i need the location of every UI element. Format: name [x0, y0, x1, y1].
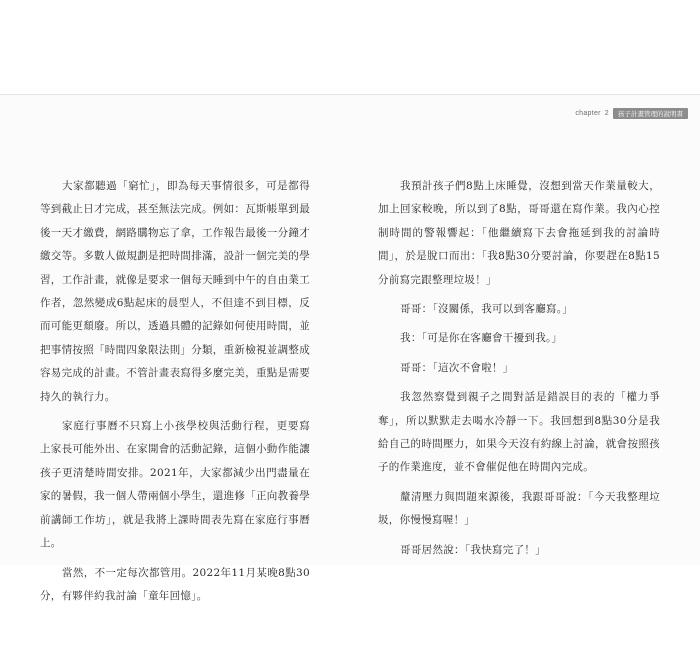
chapter-number: 2: [604, 110, 609, 117]
paragraph: 我忽然察覺到親子之間對話是錯誤目的表的「權力爭奪」，所以默默走去喝水冷靜一下。我回想到8點30分是我給自己的時間壓力，如果今天沒有約線上討論，就會按照孩子的作業進度，並不會催促他在時間內完成。: [378, 391, 660, 474]
paragraph: 釐清壓力與問題來源後，我跟哥哥說：「今天我整理垃圾，你慢慢寫喔！」: [378, 490, 660, 527]
paragraph: 當然，不一定每次都管用。2022年11月某晚8點30分，有夥伴約我討論「童年回憶」。: [40, 566, 310, 602]
dialogue-line: 哥哥：「沒關係，我可以到客廳寫。」: [400, 303, 574, 316]
dialogue-line: 哥哥居然說：「我快寫完了！」: [400, 543, 546, 556]
running-head: [575, 108, 688, 119]
chapter-label: chapter: [575, 110, 601, 117]
paragraph: 家庭行事曆不只寫上小孩學校與活動行程，更要寫上家長可能外出、在家開會的活動記錄，這個小動作能讓孩子更清楚時間安排。2021年，大家都減少出門盡量在家的暑假，我一個人帶兩個小學生，還進修「正向教養學前講師工作坊」，就是我將上課時間表先寫在家庭行事曆上。: [40, 420, 310, 550]
dialogue-line: 哥哥：「這次不會啦！」: [400, 361, 514, 374]
right-page-text: [378, 175, 660, 568]
chapter-title-tag: 孩子計畫管理的說明書: [613, 108, 688, 119]
paragraph: 我預計孩子們8點上床睡覺，沒想到當天作業量較大，加上回家較晚，所以到了8點，哥哥還在寫作業。我內心控制時間的警報響起：「他繼續寫下去會拖延到我的討論時間」，於是脫口而出：「我8點30分要討論，你要趕在8點15分前寫完跟整理垃圾！」: [378, 180, 660, 286]
left-page-text: [40, 175, 310, 614]
book-spread: [0, 94, 700, 602]
dialogue-line: 我：「可是你在客廳會干擾到我。」: [400, 332, 563, 345]
paragraph: 大家都聽過「窮忙」，即為每天事情很多，可是都得等到截止日才完成，甚至無法完成。例如：瓦斯帳單到最後一天才繳費，網路購物忘了拿，工作報告最後一分鐘才繳交等。多數人做規劃是把時間排滿，設計一個完美的學習，工作計畫，就像是要求一個每天睡到中午的自由業工作者，忽然變成6點起床的晨型人，不但達不到目標，反而可能更頹廢。所以，透過具體的記錄如何使用時間，並把事情按照「時間四象限法則」分類，重新檢視並調整成容易完成的計畫。不管計畫表寫得多麼完美，重點是需要持久的執行力。: [40, 180, 310, 403]
